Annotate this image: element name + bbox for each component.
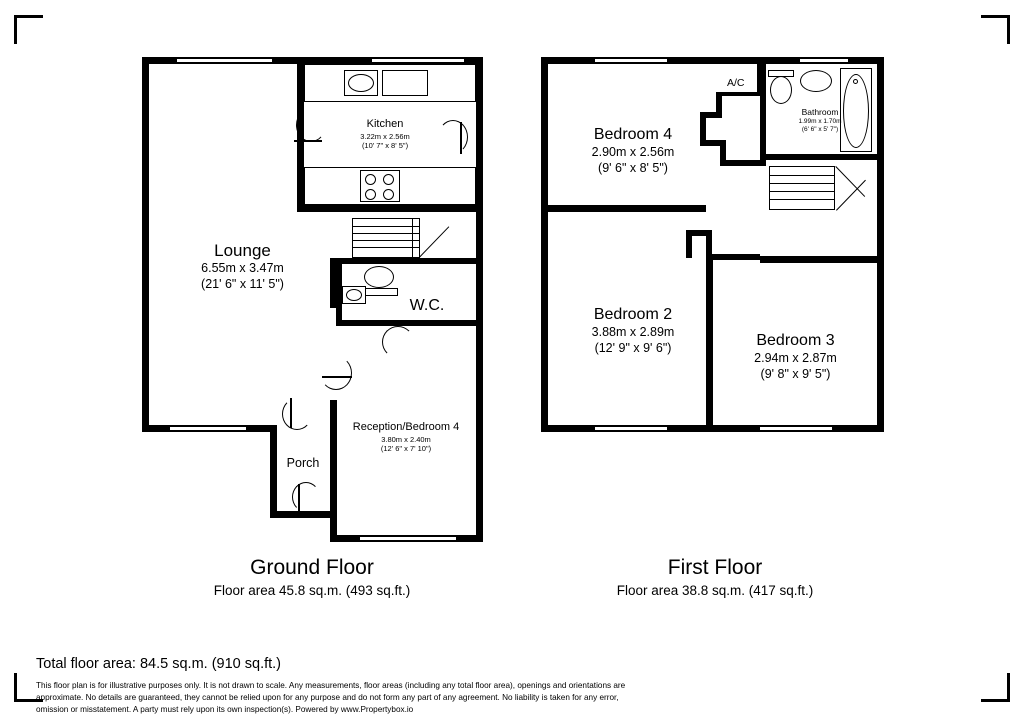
window-ff-bottom-bed2 [595, 425, 667, 432]
wall-ff-landing-lower-4 [712, 254, 760, 260]
crop-mark-bottom-right [981, 673, 1010, 702]
stair-tread [353, 233, 419, 234]
door-leaf-wc [382, 324, 414, 326]
basin-icon-bathroom [800, 70, 832, 92]
wall-ff-landing-upper-6 [720, 160, 766, 166]
stair-rail [412, 219, 413, 258]
reception-name: Reception/Bedroom 4 [352, 421, 460, 433]
bedroom4-dim-metric: 2.90m x 2.56m [591, 145, 675, 159]
bedroom4-dim-imperial: (9' 6" x 8' 5") [598, 160, 668, 175]
room-label-bathroom [772, 107, 868, 134]
wall-gf-wc-top [336, 258, 476, 264]
door-leaf-front-entry [290, 398, 292, 428]
lounge-dim-metric: 6.55m x 3.47m [201, 261, 284, 276]
crop-mark-top-left [14, 15, 43, 44]
room-label-bedroom4 [558, 125, 708, 176]
toilet-icon-bathroom [770, 76, 792, 104]
room-label-reception [336, 421, 476, 454]
door-leaf-porch-outer [298, 484, 300, 512]
lounge-name: Lounge [214, 241, 271, 260]
wall-ff-ac-bottom [716, 92, 761, 96]
first-floor-title: First Floor [667, 556, 763, 579]
ac-cupboard-label: A/C [727, 77, 745, 89]
door-front-entry [282, 398, 312, 430]
bathroom-name: Bathroom [801, 107, 839, 117]
window-ff-bottom-bed3 [760, 425, 832, 432]
door-hall-reception [320, 356, 352, 390]
window-ff-top-bathroom [800, 57, 848, 64]
room-label-bedroom3 [718, 331, 873, 382]
door-leaf-bed2 [686, 234, 688, 256]
door-leaf-kitchen-inner [460, 122, 462, 154]
hob-ring-3-icon [365, 189, 376, 200]
stair-tread [770, 191, 834, 192]
door-leaf-bed3 [766, 256, 792, 259]
ground-floor-title: Ground Floor [250, 556, 374, 579]
kitchen-name: Kitchen [366, 118, 404, 130]
kitchen-counter-unit [382, 70, 428, 96]
sink-bowl-icon [348, 74, 374, 92]
window-gf-top-kitchen [372, 57, 464, 64]
bathroom-dim-metric: 1.99m x 1.70m [798, 117, 842, 125]
room-label-kitchen [310, 118, 460, 151]
bedroom2-dim-metric: 3.88m x 2.89m [591, 325, 675, 339]
stair-direction-arrow-ff-1 [836, 180, 866, 211]
crop-mark-top-right [981, 15, 1010, 44]
bedroom3-dim-imperial: (9' 8" x 9' 5") [760, 366, 831, 381]
wall-ff-right [877, 57, 884, 432]
stairs-icon [352, 218, 420, 258]
wc-name: W.C. [409, 297, 445, 314]
wall-ff-bathroom-bottom [760, 154, 877, 160]
bedroom2-dim-imperial: (12' 9" x 9' 6") [594, 340, 672, 355]
toilet-cistern-icon-bathroom [768, 70, 794, 77]
wall-ff-landing-upper-3 [716, 96, 722, 118]
stairs-icon-first-floor [769, 166, 835, 210]
kitchen-dim-metric: 3.22m x 2.56m [360, 131, 410, 141]
window-gf-reception-bottom [360, 535, 456, 542]
hob-ring-1-icon [365, 174, 376, 185]
disclaimer-line-1: This floor plan is for illustrative purposes only. It is not drawn to scale. Any measurements, floor areas (including any total floor area), openings and orientations are [36, 681, 626, 690]
disclaimer-text [36, 680, 736, 716]
reception-dim-imperial: (12' 6" x 7' 10") [380, 444, 432, 454]
hob-ring-2-icon [383, 174, 394, 185]
wall-ff-bed4-bed2 [541, 205, 706, 212]
kitchen-dim-imperial: (10' 7" x 8' 5") [361, 141, 409, 151]
reception-dim-metric: 3.80m x 2.40m [381, 434, 431, 444]
room-label-porch [272, 456, 334, 472]
wall-ff-left [541, 57, 548, 432]
total-floor-area: Total floor area: 84.5 sq.m. (910 sq.ft.) [36, 656, 282, 672]
door-porch-outer [292, 482, 320, 512]
stair-tread [770, 199, 834, 200]
window-gf-lounge-bottom [170, 425, 246, 432]
door-leaf-hall-reception [322, 376, 352, 378]
disclaimer-line-3: omission or misstatement. A party must rely upon its own inspection(s). Powered by www.Propertybox.io [36, 704, 414, 714]
stair-tread [353, 240, 419, 241]
stair-direction-arrow [418, 226, 449, 258]
first-floor-area: Floor area 38.8 sq.m. (417 sq.ft.) [616, 583, 814, 598]
bath-plug-icon [853, 79, 858, 84]
wall-gf-kitchen-bottom [297, 205, 476, 212]
window-ff-top-bed4 [595, 57, 667, 64]
disclaimer-line-2: approximate. No details are guaranteed, they cannot be relied upon for any purpose and do not form any part of any agreement. No liability is taken for any error, [36, 692, 619, 702]
bathroom-dim-imperial: (6' 6" x 5' 7") [801, 125, 839, 133]
bedroom3-name: Bedroom 3 [756, 332, 835, 349]
hob-ring-4-icon [383, 189, 394, 200]
stair-tread [353, 226, 419, 227]
basin-bowl-icon [346, 289, 362, 301]
wall-gf-porch-bottom [270, 511, 336, 518]
bedroom2-name: Bedroom 2 [593, 306, 673, 323]
porch-name: Porch [286, 456, 320, 470]
toilet-icon [364, 266, 394, 288]
room-label-wc [382, 296, 472, 316]
room-label-lounge [145, 240, 340, 293]
wall-gf-right [476, 57, 483, 542]
ground-floor-area: Floor area 45.8 sq.m. (493 sq.ft.) [213, 583, 411, 598]
bedroom3-dim-metric: 2.94m x 2.87m [754, 351, 837, 365]
lounge-dim-imperial: (21' 6" x 11' 5") [201, 276, 284, 291]
door-wc [382, 326, 414, 358]
window-gf-top-left [177, 57, 272, 64]
stair-direction-arrow-ff-2 [835, 166, 865, 197]
stair-tread [770, 183, 834, 184]
room-label-bedroom2 [558, 305, 708, 356]
stair-tread [770, 175, 834, 176]
stair-tread [353, 247, 419, 248]
bedroom4-name: Bedroom 4 [593, 126, 673, 143]
